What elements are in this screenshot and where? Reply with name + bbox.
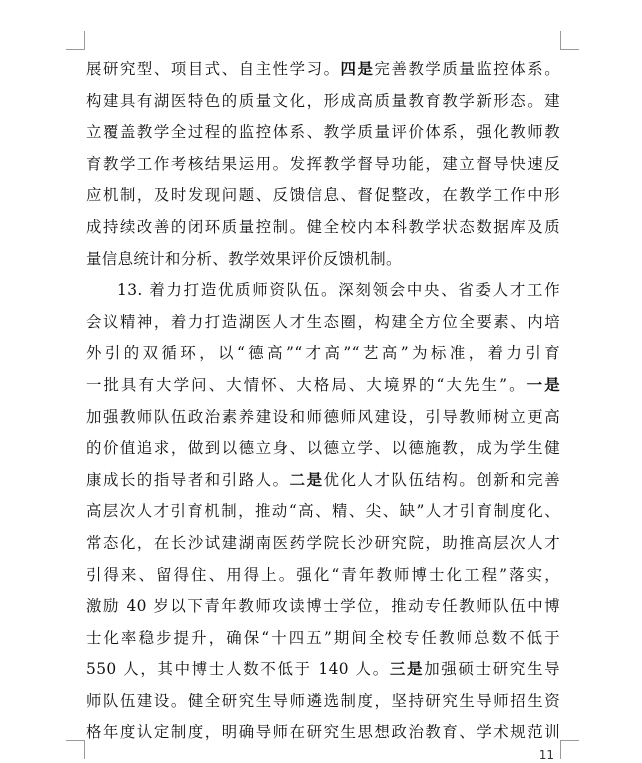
text-run: 士化率稳步提升，确保“十四五”期间全校专任教师总数不低于 (86, 628, 560, 647)
body-text (86, 54, 560, 749)
page-number: 11 (538, 748, 554, 762)
text-run: 550 人，其中博士人数不低于 140 人。 (86, 660, 390, 679)
crop-mark-bottom-right (560, 740, 579, 759)
text-line (86, 686, 560, 718)
bold-keyword: 四是 (340, 60, 375, 78)
bold-keyword: 一是 (526, 375, 560, 394)
text-run: 加强硕士研究生导 (424, 660, 560, 679)
text-run: 引得来、留得住、用得上。强化“青年教师博士化工程”落实， (86, 565, 560, 584)
text-run: 加强教师队伍政治素养建设和师德师风建设，引导教师树立更高 (86, 407, 560, 426)
text-run: 会议精神，着力打造湖医人才生态圈，构建全方位全要素、内培 (86, 312, 560, 331)
text-line (86, 149, 560, 181)
text-line (86, 338, 560, 370)
crop-mark-top-left (66, 31, 85, 50)
text-run: 构建具有湖医特色的质量文化，形成高质量教育教学新形态。建 (86, 91, 560, 110)
text-line (86, 591, 560, 623)
text-line (86, 370, 560, 402)
text-line (86, 275, 560, 307)
bold-keyword: 三是 (389, 660, 425, 679)
bold-keyword: 二是 (289, 470, 324, 489)
text-line (86, 117, 560, 149)
text-line (86, 307, 560, 339)
text-line (86, 212, 560, 244)
crop-mark-bottom-left (66, 740, 85, 759)
text-line (86, 180, 560, 212)
text-run: 优化人才队伍结构。创新和完善 (323, 470, 560, 489)
text-run: 师队伍建设。健全研究生导师遴选制度，坚持研究生导师招生资 (86, 691, 560, 710)
text-run: 展研究型、项目式、自主性学习。 (86, 60, 341, 78)
text-line (86, 402, 560, 434)
text-run: 应机制，及时发现问题、反馈信息、督促整改，在教学工作中形 (86, 186, 560, 205)
text-line (86, 560, 560, 592)
text-run: 育教学工作考核结果运用。发挥教学督导功能，建立督导快速反 (86, 154, 560, 173)
text-run: 常态化，在长沙试建湖南医药学院长沙研究院，助推高层次人才 (86, 533, 560, 552)
text-run: 激励 40 岁以下青年教师攻读博士学位，推动专任教师队伍中博 (86, 597, 560, 616)
text-line (86, 86, 560, 118)
text-line (86, 54, 560, 86)
text-line (86, 496, 560, 528)
text-line (86, 244, 560, 276)
text-line (86, 528, 560, 560)
text-line (86, 654, 560, 686)
text-line (86, 717, 560, 749)
text-run: 的价值追求，做到以德立身、以德立学、以德施教，成为学生健 (86, 439, 560, 458)
text-line (86, 623, 560, 655)
text-run: 康成长的指导者和引路人。 (86, 470, 290, 489)
text-run: 完善教学质量监控体系。 (374, 60, 560, 78)
text-run: 格年度认定制度，明确导师在研究生思想政治教育、学术规范训 (86, 723, 560, 742)
text-run: 一批具有大学问、大情怀、大格局、大境界的“大先生”。 (86, 375, 527, 394)
text-run: 立覆盖教学全过程的监控体系、教学质量评价体系，强化教师教 (86, 123, 560, 142)
text-run: 成持续改善的闭环质量控制。健全校内本科教学状态数据库及质 (86, 217, 560, 236)
text-run: 13. 着力打造优质师资队伍。深刻领会中央、省委人才工作 (117, 281, 560, 300)
text-run: 高层次人才引育机制，推动“高、精、尖、缺”人才引育制度化、 (86, 502, 560, 521)
text-line (86, 433, 560, 465)
text-run: 外引的双循环，以“德高”“才高”“艺高”为标准，着力引育 (86, 344, 560, 363)
text-run: 量信息统计和分析、教学效果评价反馈机制。 (86, 249, 402, 268)
text-line (86, 465, 560, 497)
crop-mark-top-right (560, 31, 579, 50)
